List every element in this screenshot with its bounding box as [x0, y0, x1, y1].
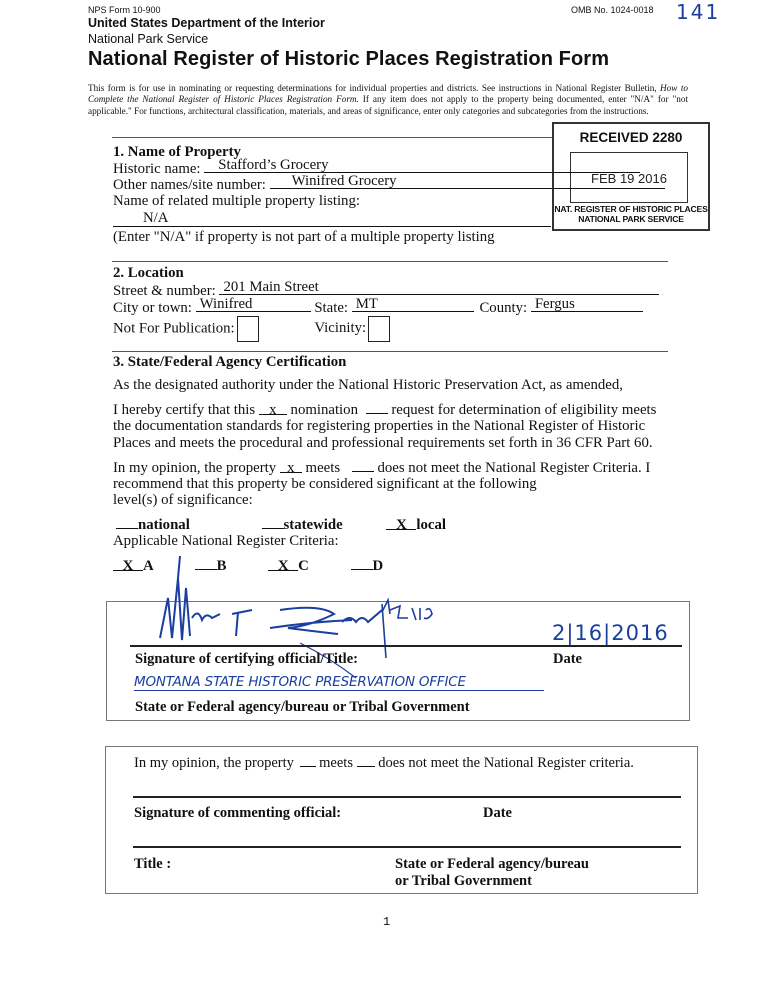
certify-line2: the documentation standards for registering properties in the National Register of Historic	[113, 418, 646, 434]
meets-mark[interactable]	[280, 460, 302, 476]
level-national-mark[interactable]	[116, 516, 138, 529]
section1-top-rule	[112, 137, 552, 138]
section2-heading: 2. Location	[113, 265, 184, 281]
intro-italic-title: How to Complete the National Register of Historic Places Registration Form.	[88, 83, 688, 105]
criterion-a-mark-value: X	[122, 558, 134, 574]
commenting-opinion-post: does not meet the National Register criteria.	[374, 755, 634, 771]
commenting-agency-line2: or Tribal Government	[395, 873, 532, 889]
handwritten-agency: MONTANA STATE HISTORIC PRESERVATION OFFICE	[134, 674, 544, 691]
other-names-row	[113, 173, 665, 193]
section3-top-rule	[112, 351, 668, 352]
level-statewide-label: statewide	[283, 517, 343, 533]
street-value: 201 Main Street	[223, 279, 319, 295]
city-state-county-row	[113, 296, 643, 316]
opinion-line2: recommend that this property be considered significant at the following	[113, 476, 537, 492]
certify-mid: nomination	[286, 402, 362, 418]
opinion-meets: meets	[301, 460, 344, 476]
commenting-agency-line1: State or Federal agency/bureau	[395, 856, 589, 872]
agency: National Park Service	[88, 32, 209, 46]
significance-levels	[116, 516, 446, 533]
criterion-c-mark-value: X	[277, 558, 289, 574]
opinion-pre: In my opinion, the property	[113, 460, 280, 476]
county-field[interactable]	[531, 296, 643, 312]
page-number: 1	[383, 915, 391, 929]
certify-pre: I hereby certify that this	[113, 402, 259, 418]
city-label: City or town:	[113, 300, 192, 316]
criteria-label: Applicable National Register Criteria:	[113, 533, 339, 549]
nomination-mark-value: x	[269, 402, 277, 418]
related-listing-value: N/A	[143, 210, 169, 226]
opinion-line1	[113, 459, 650, 476]
stamp-line1: NAT. REGISTER OF HISTORIC PLACES	[554, 204, 708, 214]
city-value: Winifred	[199, 296, 253, 312]
historic-name-value: Stafford’s Grocery	[218, 157, 329, 173]
criterion-a-label: A	[143, 558, 153, 574]
level-local-mark[interactable]	[386, 517, 416, 533]
level-local-mark-value: X	[396, 517, 407, 533]
omb-number: OMB No. 1024-0018	[571, 5, 654, 15]
commenting-agency-label	[395, 856, 589, 890]
vicinity-label: Vicinity:	[314, 320, 367, 337]
commenting-signature-label: Signature of commenting official:	[134, 805, 342, 821]
commenting-title-line	[133, 846, 681, 848]
section3-heading: 3. State/Federal Agency Certification	[113, 354, 347, 370]
historic-name-label: Historic name:	[113, 161, 201, 177]
handwritten-date: 2|16|2016	[552, 621, 669, 645]
opinion-post: does not meet the National Register Criteria. I	[373, 460, 651, 476]
publication-vicinity-row	[113, 316, 390, 342]
intro-part1: This form is for use in nominating or requesting determinations for individual properties and districts. See instructions in National Register Bulletin,	[88, 83, 661, 93]
department	[88, 16, 325, 30]
commenting-meets-mark[interactable]	[300, 754, 316, 767]
department-rest: Department of the Interior	[171, 16, 325, 30]
section2-top-rule	[112, 261, 668, 262]
authority-text: As the designated authority under the National Historic Preservation Act, as amended,	[113, 377, 623, 393]
related-listing-label: Name of related multiple property listing:	[113, 193, 360, 209]
certify-post: request for determination of eligibility meets	[387, 402, 657, 418]
state-value: MT	[355, 296, 378, 312]
stamp-date: FEB 19 2016	[591, 171, 667, 186]
county-value: Fergus	[534, 296, 575, 312]
nomination-mark[interactable]	[259, 402, 287, 418]
commenting-opinion	[134, 754, 634, 772]
certify-line3: Places and meets the procedural and professional requirements set forth in 36 CFR Part 60.	[113, 435, 653, 451]
commenting-opinion-meets: meets	[315, 755, 357, 771]
signature-line	[130, 645, 682, 647]
handwritten-page-id: 141	[676, 0, 721, 24]
commenting-date-label: Date	[483, 805, 512, 821]
street-field[interactable]	[219, 279, 659, 295]
form-number: NPS Form 10-900	[88, 5, 161, 15]
stamp-line2: NATIONAL PARK SERVICE	[578, 214, 684, 224]
other-names-field[interactable]	[270, 173, 665, 189]
other-names-label: Other names/site number:	[113, 177, 266, 193]
commenting-title-label: Title :	[134, 856, 172, 872]
level-national-label: national	[138, 517, 190, 533]
certify-line1	[113, 401, 656, 418]
request-mark[interactable]	[366, 401, 388, 414]
stamp-received: RECEIVED 2280	[579, 130, 683, 145]
department-bold: United States	[88, 16, 168, 30]
not-for-publication-checkbox[interactable]	[237, 316, 259, 342]
stamp-footer	[554, 204, 708, 224]
commenting-opinion-pre: In my opinion, the property	[134, 755, 298, 771]
commenting-does-not-meet-mark[interactable]	[357, 754, 375, 767]
criterion-b-label: B	[216, 558, 227, 574]
intro-text	[88, 83, 688, 117]
agency-label: State or Federal agency/bureau or Tribal Government	[135, 699, 470, 715]
does-not-meet-mark[interactable]	[352, 459, 374, 472]
state-label: State:	[314, 300, 349, 316]
criterion-d-label: D	[372, 558, 384, 574]
other-names-value: Winifred Grocery	[291, 173, 397, 189]
commenting-signature-line	[133, 796, 681, 798]
historic-name-field[interactable]	[204, 157, 640, 173]
criterion-c-label: C	[298, 558, 309, 574]
page-title: National Register of Historic Places Registration Form	[88, 48, 610, 70]
not-for-publication-label: Not For Publication:	[113, 320, 235, 337]
city-field[interactable]	[196, 296, 311, 312]
state-field[interactable]	[352, 296, 474, 312]
related-listing-field[interactable]	[113, 210, 551, 227]
intro-part2: If any item does not apply to the property being documented, enter "N/A" for "not applicable." For functions, architectural classification, materials, and areas of significance, enter only categories and subcategories from the instructions.	[88, 94, 688, 116]
street-row	[113, 279, 659, 299]
street-label: Street & number:	[113, 283, 216, 299]
signature-date-label: Date	[553, 651, 582, 667]
county-label: County:	[479, 300, 528, 316]
level-local-label: local	[416, 517, 446, 533]
signature-label: Signature of certifying official/Title:	[135, 651, 358, 667]
opinion-line3: level(s) of significance:	[113, 492, 253, 508]
level-statewide-mark[interactable]	[262, 516, 284, 529]
meets-mark-value: x	[287, 460, 295, 476]
vicinity-checkbox[interactable]	[368, 316, 390, 342]
section1-heading: 1. Name of Property	[113, 144, 241, 160]
related-listing-note: (Enter "N/A" if property is not part of a multiple property listing	[113, 229, 495, 245]
